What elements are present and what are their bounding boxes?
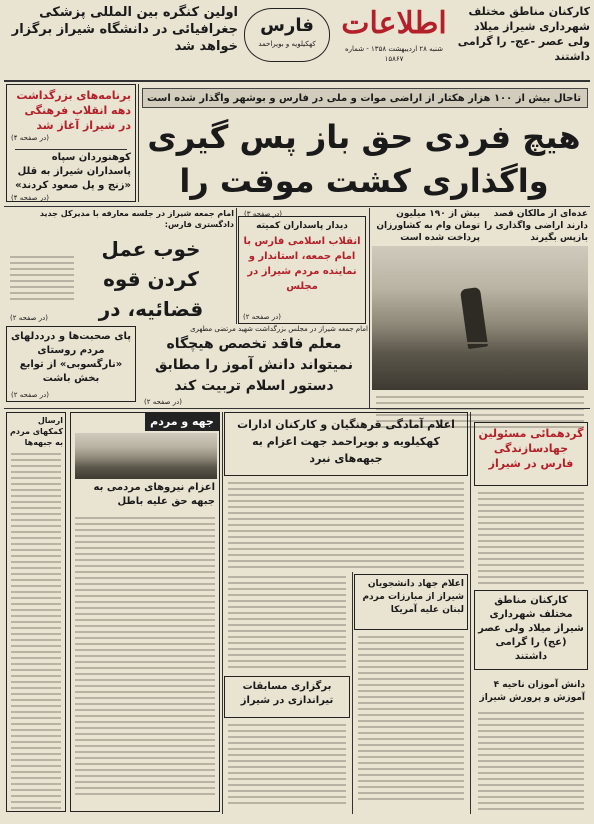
- judiciary-kicker: امام جمعه شیراز در جلسه معارفه با مدیرکل جدید دادگستری فارس:: [39, 209, 234, 229]
- teacher-box: [140, 324, 368, 408]
- municipal-headline: کارکنان مناطق مختلف شهرداری شیراز میلاد ولی عصر (عج) را گرامی داشتند: [478, 595, 584, 662]
- shooting-headline: برگزاری مسابقات تیراندازی در شیراز: [240, 681, 334, 706]
- front-photo: [75, 433, 217, 479]
- masthead-left-brief: اولین کنگره بین المللی پزشکی جغرافیائی در دانشگاه شیراز برگزار خواهد شد: [11, 5, 238, 54]
- front-box: [70, 412, 220, 812]
- crusade-headline: گردهمائی مسئولین جهادسازندگی فارس در شیراز: [478, 427, 584, 470]
- culture-headline: اعلام آمادگی فرهنگیان و کارکنان ادارات کهکیلویه و بویراحمد جهت اعزام به جبهه‌های نبرد: [237, 418, 455, 465]
- culture-week-headline: برنامه‌های بزرگداشت دهه انقلاب فرهنگی در شیراز آغاز شد: [16, 89, 131, 132]
- supplement-title: فارس: [260, 15, 314, 36]
- climbers-ref: (در صفحه ۴): [11, 194, 49, 202]
- committee-kicker: دیدار پاسداران کمیته: [256, 221, 348, 231]
- main-headline-line1: هیچ فردی حق باز پس گیری: [147, 118, 581, 156]
- speeches-headline: پای صحبت‌ها و درددلهای مردم روستای «نارگسوبی» از توابع بخش باشت: [11, 331, 131, 384]
- schools-box: [474, 676, 588, 814]
- students-box: [354, 574, 468, 630]
- students-headline: اعلام جهاد دانشجویان شیراز از مبارزات مردم لبنان علیه آمریکا: [362, 579, 464, 615]
- schools-headline: دانش آموزان ناحیه ۴ آموزش و پرورش شیراز: [479, 680, 585, 703]
- judiciary-ref: (در صفحه ۲): [10, 314, 48, 322]
- field-photo: [372, 246, 588, 390]
- owners-ref: (در صفحه ۳): [244, 210, 282, 218]
- masthead-right-brief: کارکنان مناطق مختلف شهرداری شیراز میلاد ولی عصر -عج- را گرامی داشتند: [457, 5, 590, 63]
- loans-headline: بیش از ۱۹۰ میلیون تومان وام به کشاورزان پرداخت شده است: [376, 209, 480, 243]
- teacher-kicker: امام جمعه شیراز در مجلس بزرگداشت شهید مرتضی مطهری: [190, 325, 368, 333]
- supplement-logo: [244, 8, 330, 62]
- committee-box: [238, 216, 366, 324]
- culture-week-box: [6, 84, 136, 202]
- front-banner: جهه و مردم: [145, 413, 219, 431]
- aid-headline: ارسال کمکهای مردم به جبهه‌ها: [10, 416, 63, 447]
- aid-box: [6, 412, 66, 812]
- main-headline-line2: واگذاری کشت موقت را: [179, 162, 549, 200]
- teacher-headline: معلم فاقد تخصص هیچگاه نمیتواند دانش آموز را مطابق دستور اسلام تربیت کند: [154, 336, 354, 394]
- masthead-name: اطلاعات: [341, 6, 447, 41]
- shooting-box: [224, 676, 350, 718]
- front-headline: اعزام نیروهای مردمی به جبهه حق علیه باطل: [93, 482, 215, 507]
- owners-headline: عده‌ای از مالکان قصد دارند اراضی واگذاری را بازپس بگیرند: [484, 209, 588, 243]
- municipal-box: [474, 590, 588, 670]
- judiciary-headline: خوب عمل کردن قوه قضائیه، در: [98, 237, 204, 321]
- committee-ref: (در صفحه ۲): [243, 313, 281, 321]
- masthead-date: شنبه ۲۸ اردیبهشت ۱۳۵۸ - شماره ۱۵۸۶۷: [344, 45, 444, 63]
- supplement-subtitle: کهکیلویه و بویراحمد: [258, 40, 316, 48]
- masthead-logo: [338, 4, 450, 66]
- culture-box: [224, 412, 468, 476]
- speeches-box: [6, 326, 136, 402]
- crusade-box: [474, 422, 588, 486]
- kicker-banner: تاحال بیش از ۱۰۰ هزار هکتار از اراضی موات و ملی در فارس و بوشهر واگذار شده است: [142, 88, 588, 108]
- committee-headline: انقلاب اسلامی فارس با امام جمعه، استاندار و نماینده مردم شیراز در مجلس: [243, 236, 361, 292]
- culture-week-ref: (در صفحه ۴): [11, 134, 49, 142]
- climbers-headline: کوهنوردان سپاه پاسداران شیراز به قلل «زنج و پل صعود کردند»: [15, 152, 131, 191]
- teacher-ref: (در صفحه ۲): [144, 398, 182, 406]
- speeches-ref: (در صفحه ۲): [11, 391, 49, 399]
- judiciary-box: [6, 208, 234, 324]
